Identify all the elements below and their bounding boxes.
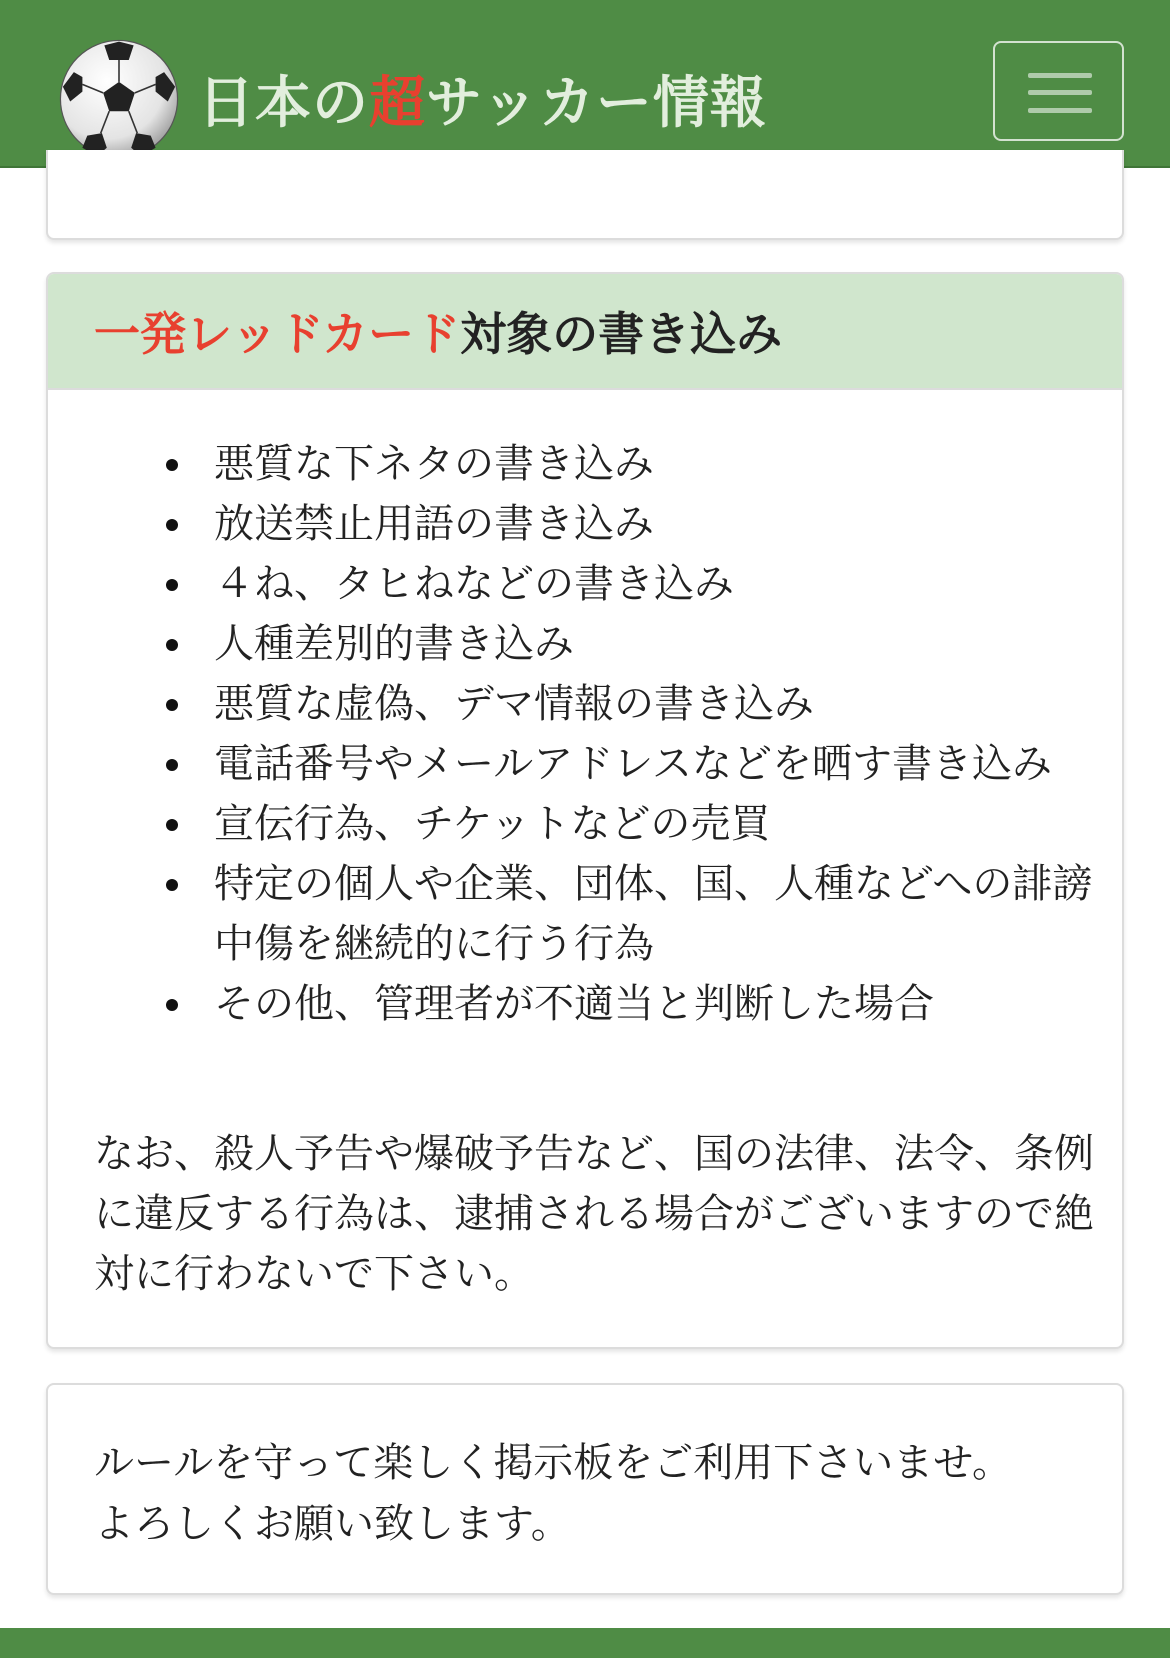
rule-item: 電話番号やメールアドレスなどを晒す書き込み xyxy=(214,734,1114,794)
soccer-ball-icon xyxy=(58,38,180,160)
rule-item: 特定の個人や企業、団体、国、人種などへの誹謗中傷を継続的に行う行為 xyxy=(214,854,1114,974)
closing-message xyxy=(94,1433,1094,1555)
brand-link[interactable] xyxy=(58,38,767,160)
rule-item: ４ね、タヒねなどの書き込み xyxy=(214,554,1114,614)
previous-card xyxy=(46,150,1124,240)
hamburger-menu-icon xyxy=(1028,73,1092,113)
rule-list xyxy=(214,434,1114,1034)
hamburger-menu-button[interactable] xyxy=(993,41,1124,141)
red-card-rules-card xyxy=(46,272,1124,1349)
closing-message-card xyxy=(46,1383,1124,1595)
rule-item: その他、管理者が不適当と判断した場合 xyxy=(214,974,1114,1034)
red-card-heading: 一発レッドカード xyxy=(94,307,461,361)
rule-item: 人種差別的書き込み xyxy=(214,614,1114,674)
legal-note: なお、殺人予告や爆破予告など、国の法律、法令、条例に違反する行為は、逮捕される場合がございますので絶対に行わないで下さい。 xyxy=(94,1131,1094,1297)
rule-item: 放送禁止用語の書き込み xyxy=(214,494,1114,554)
rules-card-header xyxy=(48,274,1122,390)
rule-item: 宣伝行為、チケットなどの売買 xyxy=(214,794,1114,854)
rule-item: 悪質な虚偽、デマ情報の書き込み xyxy=(214,674,1114,734)
rule-item: 悪質な下ネタの書き込み xyxy=(214,434,1114,494)
footer-bar xyxy=(0,1628,1170,1658)
site-title: 日本の超サッカー情報 xyxy=(198,71,767,136)
closing-line-1: ルールを守って楽しく掲示板をご利用下さいませ。 xyxy=(94,1440,1012,1486)
rules-heading-rest: 対象の書き込み xyxy=(460,307,783,361)
closing-line-2: よろしくお願い致します。 xyxy=(94,1501,571,1547)
top-navbar xyxy=(0,0,1170,168)
